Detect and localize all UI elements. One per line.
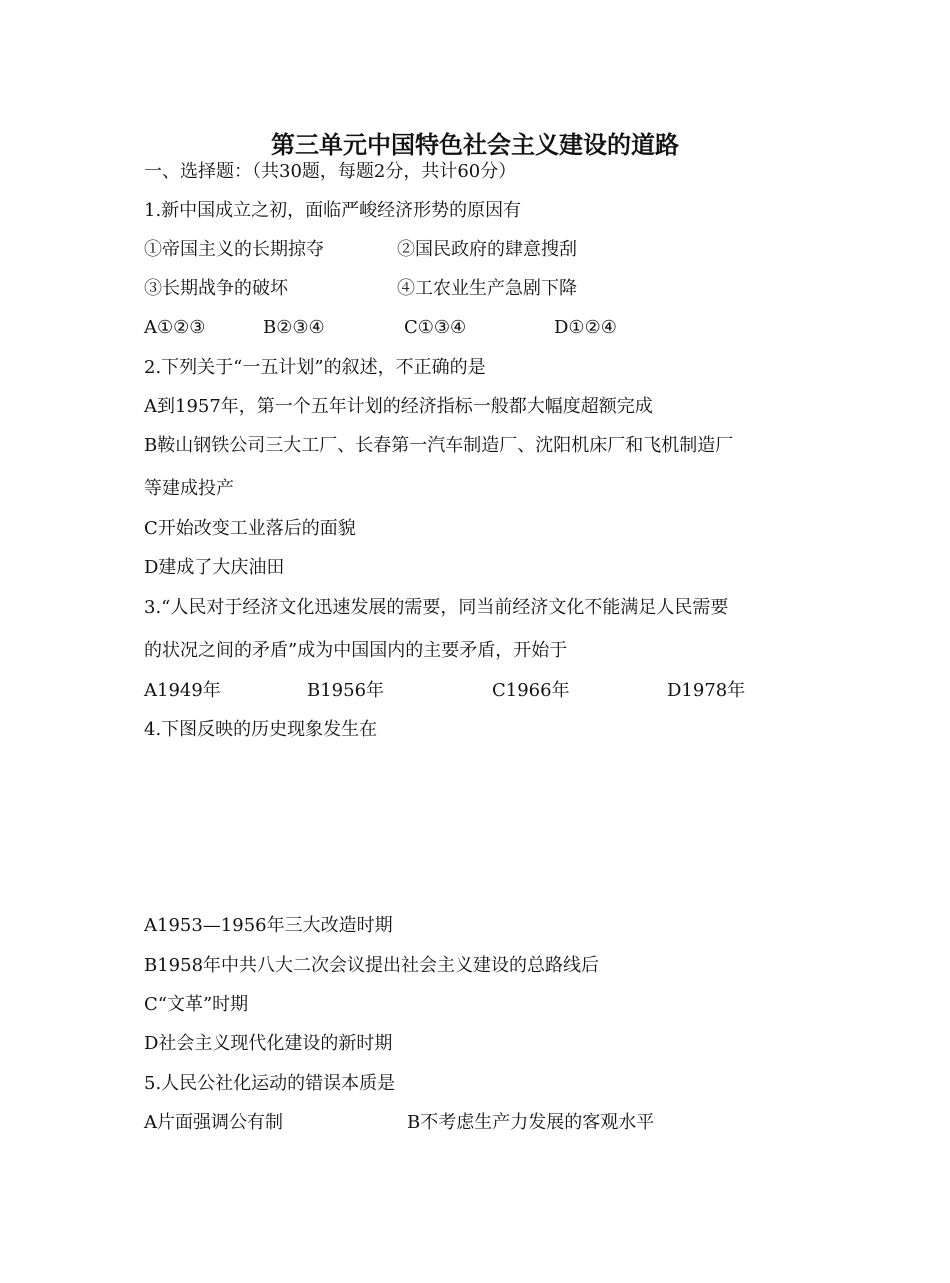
question-3-stem-line-1: 3.“人民对于经济文化迅速发展的需要，同当前经济文化不能满足人民需要 [144,597,729,618]
question-1-statements-row-1 [144,238,844,262]
option-c: C1966年 [492,680,570,701]
statement-4: ④工农业生产急剧下降 [397,278,577,299]
question-3-stem-line-2: 的状况之间的矛盾”成为中国国内的主要矛盾，开始于 [144,640,568,661]
question-2-option-a: A到1957年，第一个五年计划的经济指标一般都大幅度超额完成 [144,396,653,417]
question-1-statements-row-2 [144,277,844,301]
question-4-option-d: D社会主义现代化建设的新时期 [144,1033,393,1054]
option-d: D1978年 [667,680,746,701]
page-title: 第三单元中国特色社会主义建设的道路 [271,130,679,159]
question-4-option-c: C“文革”时期 [144,994,249,1015]
question-5-stem: 5.人民公社化运动的错误本质是 [144,1073,396,1094]
question-3-options [144,679,844,703]
statement-1: ①帝国主义的长期掠夺 [144,239,324,260]
question-1-stem: 1.新中国成立之初，面临严峻经济形势的原因有 [144,200,522,221]
statement-2: ②国民政府的肆意搜刮 [397,239,577,260]
option-d: D①②④ [554,317,617,338]
section-heading: 一、选择题：（共30题，每题2分，共计60分） [144,161,517,182]
option-a: A片面强调公有制 [144,1112,283,1133]
question-1-options [144,316,844,340]
question-5-options [144,1111,844,1135]
question-4-option-a: A1953—1956年三大改造时期 [144,915,393,936]
statement-3: ③长期战争的破坏 [144,278,288,299]
option-a: A①②③ [144,317,206,338]
question-2-option-c: C开始改变工业落后的面貌 [144,518,356,539]
question-2-stem: 2.下列关于“一五计划”的叙述，不正确的是 [144,357,486,378]
question-2-option-b: B鞍山钢铁公司三大工厂、长春第一汽车制造厂、沈阳机床厂和飞机制造厂 [144,435,734,456]
question-2-option-d: D建成了大庆油田 [144,557,285,578]
option-b: B不考虑生产力发展的客观水平 [407,1112,655,1133]
question-4-option-b: B1958年中共八大二次会议提出社会主义建设的总路线后 [144,955,600,976]
option-b: B1956年 [307,680,385,701]
question-4-stem: 4.下图反映的历史现象发生在 [144,719,378,740]
option-a: A1949年 [144,680,221,701]
option-c: C①③④ [404,317,467,338]
option-b: B②③④ [263,317,325,338]
question-2-option-b-continued: 等建成投产 [144,478,234,499]
